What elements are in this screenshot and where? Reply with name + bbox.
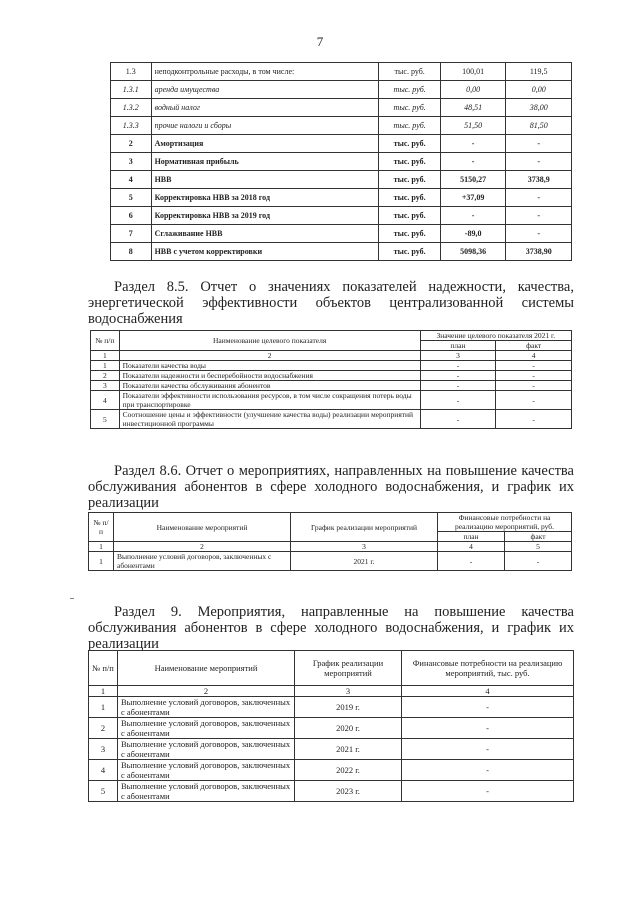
row-finance: - — [402, 781, 574, 802]
indicators-table — [90, 330, 572, 429]
table-row — [89, 760, 574, 781]
row-value-fact: - — [506, 153, 572, 171]
column-number: 1 — [89, 542, 114, 552]
column-number: 2 — [114, 542, 291, 552]
row-fact: - — [496, 391, 572, 410]
row-name: НВВ с учетом корректировки — [151, 243, 379, 261]
table-row — [111, 99, 572, 117]
row-name: Соотношение цены и эффективности (улучшение качества воды) реализации мероприятий инвестиционной программы — [119, 410, 420, 429]
row-number: 3 — [91, 381, 120, 391]
table-row — [89, 718, 574, 739]
row-unit: тыс. руб. — [379, 99, 440, 117]
row-name: Показатели надежности и бесперебойности водоснабжения — [119, 371, 420, 381]
row-value-plan: 5098,36 — [440, 243, 506, 261]
row-finance: - — [402, 697, 574, 718]
row-number: 3 — [111, 153, 152, 171]
row-number: 5 — [91, 410, 120, 429]
table-row — [111, 117, 572, 135]
table-row — [89, 697, 574, 718]
section-8-5-title — [88, 279, 574, 327]
row-schedule: 2020 г. — [295, 718, 402, 739]
col-fact-header: факт — [496, 341, 572, 351]
section-8-6-title — [88, 463, 574, 511]
row-value-fact: - — [506, 207, 572, 225]
row-unit: тыс. руб. — [379, 171, 440, 189]
column-number: 5 — [505, 542, 572, 552]
row-value-fact: 119,5 — [506, 63, 572, 81]
row-plan: - — [420, 410, 496, 429]
row-plan: - — [420, 361, 496, 371]
col-name-header: Наименование мероприятий — [118, 651, 295, 686]
row-number: 1 — [89, 697, 118, 718]
column-number: 4 — [402, 686, 574, 697]
col-finance-header: Финансовые потребности на реализацию мероприятий, тыс. руб. — [402, 651, 574, 686]
row-number: 4 — [91, 391, 120, 410]
table-row — [91, 410, 572, 429]
scan-mark — [70, 598, 74, 599]
table-row — [111, 189, 572, 207]
table-row — [89, 552, 572, 571]
table-row — [91, 371, 572, 381]
budget-table — [110, 62, 572, 261]
col-finance-header: Финансовые потребности на реализацию мероприятий, руб. — [438, 513, 572, 532]
col-plan-header: план — [438, 532, 505, 542]
row-value-plan: - — [440, 153, 506, 171]
col-fact-header: факт — [505, 532, 572, 542]
col-schedule-header: График реализации мероприятий — [295, 651, 402, 686]
row-name: водный налог — [151, 99, 379, 117]
row-name: Выполнение условий договоров, заключенных с абонентами — [118, 739, 295, 760]
row-schedule: 2019 г. — [295, 697, 402, 718]
row-value-fact: - — [506, 225, 572, 243]
measures-report-table — [88, 512, 572, 571]
row-unit: тыс. руб. — [379, 117, 440, 135]
row-plan: - — [420, 391, 496, 410]
row-number: 6 — [111, 207, 152, 225]
measures-schedule-table — [88, 650, 574, 802]
row-plan: - — [438, 552, 505, 571]
column-number: 3 — [420, 351, 496, 361]
row-unit: тыс. руб. — [379, 207, 440, 225]
column-numbers-row — [89, 542, 572, 552]
row-name: неподконтрольные расходы, в том числе: — [151, 63, 379, 81]
table-row — [91, 361, 572, 371]
row-schedule: 2021 г. — [295, 739, 402, 760]
row-name: аренда имущества — [151, 81, 379, 99]
measures-report-body — [89, 552, 572, 571]
row-name: Амортизация — [151, 135, 379, 153]
row-value-fact: - — [506, 135, 572, 153]
row-number: 5 — [89, 781, 118, 802]
row-unit: тыс. руб. — [379, 63, 440, 81]
row-plan: - — [420, 371, 496, 381]
row-number: 2 — [111, 135, 152, 153]
row-number: 1.3.1 — [111, 81, 152, 99]
row-number: 1 — [89, 552, 114, 571]
row-name: Показатели эффективности использования ресурсов, в том числе сокращения потерь воды при транспортировке — [119, 391, 420, 410]
row-value-plan: +37,09 — [440, 189, 506, 207]
row-finance: - — [402, 760, 574, 781]
table-row — [111, 225, 572, 243]
row-number: 1.3.3 — [111, 117, 152, 135]
row-number: 1 — [91, 361, 120, 371]
table-row — [111, 63, 572, 81]
col-num-header: № п/п — [89, 651, 118, 686]
row-unit: тыс. руб. — [379, 81, 440, 99]
column-number: 2 — [119, 351, 420, 361]
col-num-header: № п/п — [91, 331, 120, 351]
row-number: 7 — [111, 225, 152, 243]
indicators-table-body — [91, 361, 572, 429]
measures-schedule-body — [89, 697, 574, 802]
table-row — [111, 243, 572, 261]
row-value-plan: -89,0 — [440, 225, 506, 243]
table-row — [111, 207, 572, 225]
column-number: 4 — [438, 542, 505, 552]
row-name: НВВ — [151, 171, 379, 189]
col-num-header: № п/п — [89, 513, 114, 542]
row-number: 5 — [111, 189, 152, 207]
row-value-fact: - — [506, 189, 572, 207]
column-number: 3 — [295, 686, 402, 697]
row-fact: - — [496, 410, 572, 429]
row-unit: тыс. руб. — [379, 225, 440, 243]
row-number: 3 — [89, 739, 118, 760]
row-value-plan: 100,01 — [440, 63, 506, 81]
column-number: 1 — [89, 686, 118, 697]
row-fact: - — [496, 361, 572, 371]
column-number: 3 — [291, 542, 438, 552]
row-name: Сглаживание НВВ — [151, 225, 379, 243]
row-number: 1.3.2 — [111, 99, 152, 117]
row-schedule: 2021 г. — [291, 552, 438, 571]
section-8-6-title-text: Раздел 8.6. Отчет о мероприятиях, направленных на повышение качества обслуживания абонентов в сфере холодного водоснабжения, и график их реализации — [88, 463, 574, 511]
section-8-5-title-text: Раздел 8.5. Отчет о значениях показателей надежности, качества, энергетической эффективности объектов централизованной системы водоснабжения — [88, 279, 574, 327]
row-name: Показатели качества воды — [119, 361, 420, 371]
row-value-plan: 51,50 — [440, 117, 506, 135]
row-name: Выполнение условий договоров, заключенных с абонентами — [118, 697, 295, 718]
page-number: 7 — [316, 34, 324, 49]
section-9-title-text: Раздел 9. Мероприятия, направленные на повышение качества обслуживания абонентов в сфере холодного водоснабжения, и график их реализации — [88, 604, 574, 652]
row-unit: тыс. руб. — [379, 243, 440, 261]
row-number: 2 — [89, 718, 118, 739]
row-finance: - — [402, 718, 574, 739]
row-schedule: 2023 г. — [295, 781, 402, 802]
row-value-fact: 38,00 — [506, 99, 572, 117]
budget-table-body — [111, 63, 572, 261]
row-value-fact: 3738,9 — [506, 171, 572, 189]
row-number: 1.3 — [111, 63, 152, 81]
table-row — [89, 781, 574, 802]
row-value-plan: - — [440, 135, 506, 153]
row-name: Выполнение условий договоров, заключенных с абонентами — [118, 760, 295, 781]
table-row — [91, 381, 572, 391]
row-value-fact: 3738,90 — [506, 243, 572, 261]
row-name: Нормативная прибыль — [151, 153, 379, 171]
section-9-title — [88, 604, 574, 652]
table-row — [111, 171, 572, 189]
column-number: 1 — [91, 351, 120, 361]
col-value-header: Значение целевого показателя 2021 г. — [420, 331, 571, 341]
row-name: Корректировка НВВ за 2019 год — [151, 207, 379, 225]
row-name: прочие налоги и сборы — [151, 117, 379, 135]
row-fact: - — [505, 552, 572, 571]
row-unit: тыс. руб. — [379, 189, 440, 207]
row-name: Выполнение условий договоров, заключенных с абонентами — [118, 781, 295, 802]
row-fact: - — [496, 381, 572, 391]
table-row — [89, 739, 574, 760]
col-plan-header: план — [420, 341, 496, 351]
col-schedule-header: График реализации мероприятий — [291, 513, 438, 542]
row-value-fact: 0,00 — [506, 81, 572, 99]
row-schedule: 2022 г. — [295, 760, 402, 781]
row-value-plan: 5150,27 — [440, 171, 506, 189]
column-number: 4 — [496, 351, 572, 361]
row-number: 8 — [111, 243, 152, 261]
row-value-plan: - — [440, 207, 506, 225]
row-number: 2 — [91, 371, 120, 381]
row-name: Выполнение условий договоров, заключенных с абонентами — [118, 718, 295, 739]
row-number: 4 — [111, 171, 152, 189]
row-name: Показатели качества обслуживания абонентов — [119, 381, 420, 391]
row-finance: - — [402, 739, 574, 760]
row-name: Корректировка НВВ за 2018 год — [151, 189, 379, 207]
table-row — [111, 135, 572, 153]
col-name-header: Наименование целевого показателя — [119, 331, 420, 351]
row-name: Выполнение условий договоров, заключенных с абонентами — [114, 552, 291, 571]
col-name-header: Наименование мероприятий — [114, 513, 291, 542]
column-numbers-row — [89, 686, 574, 697]
row-unit: тыс. руб. — [379, 135, 440, 153]
row-unit: тыс. руб. — [379, 153, 440, 171]
column-number: 2 — [118, 686, 295, 697]
table-row — [111, 81, 572, 99]
row-plan: - — [420, 381, 496, 391]
row-value-fact: 81,50 — [506, 117, 572, 135]
row-value-plan: 48,51 — [440, 99, 506, 117]
table-row — [91, 391, 572, 410]
column-numbers-row — [91, 351, 572, 361]
row-fact: - — [496, 371, 572, 381]
table-row — [111, 153, 572, 171]
row-number: 4 — [89, 760, 118, 781]
row-value-plan: 0,00 — [440, 81, 506, 99]
